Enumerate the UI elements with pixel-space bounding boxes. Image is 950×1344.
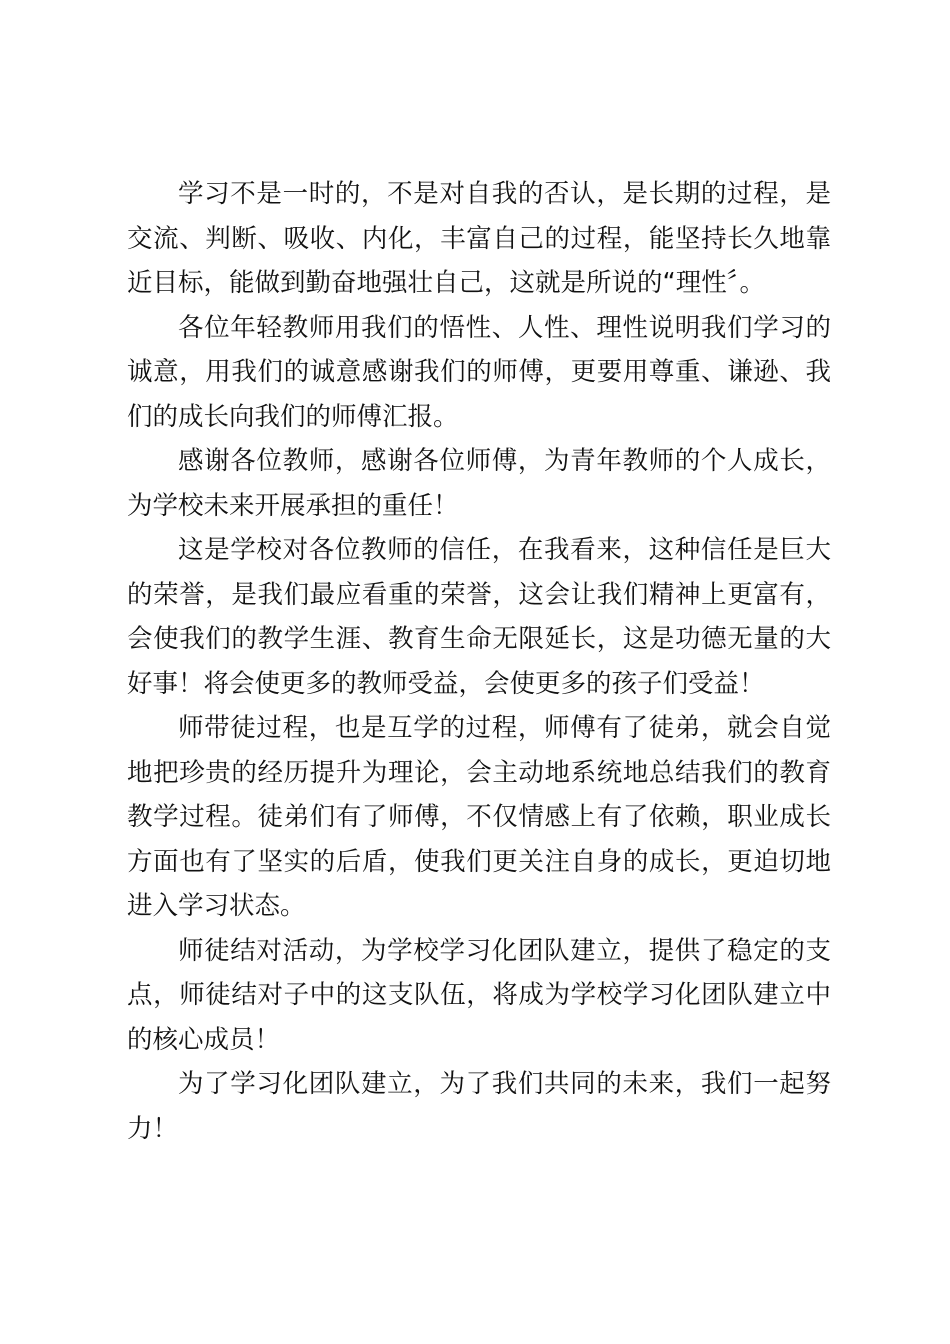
- paragraph-2: 各位年轻教师用我们的悟性、人性、理性说明我们学习的诚意，用我们的诚意感谢我们的师傅，更要用尊重、谦逊、我们的成长向我们的师傅汇报。: [127, 312, 831, 432]
- paragraph-3: 感谢各位教师，感谢各位师傅，为青年教师的个人成长，为学校未来开展承担的重任！: [127, 446, 831, 521]
- paragraph-6: 师徒结对活动，为学校学习化团队建立，提供了稳定的支点，师徒结对子中的这支队伍，将成为学校学习化团队建立中的核心成员！: [127, 935, 831, 1055]
- paragraph-5: 师带徒过程，也是互学的过程，师傅有了徒弟，就会自觉地把珍贵的经历提升为理论，会主动地系统地总结我们的教育教学过程。徒弟们有了师傅，不仅情感上有了依赖，职业成长方面也有了坚实的后盾，使我们更关注自身的成长，更迫切地进入学习状态。: [127, 713, 831, 921]
- paragraph-7: 为了学习化团队建立，为了我们共同的未来，我们一起努力！: [127, 1069, 831, 1144]
- paragraph-1: 学习不是一时的，不是对自我的否认，是长期的过程，是交流、判断、吸收、内化，丰富自己的过程，能坚持长久地靠近目标，能做到勤奋地强壮自己，这就是所说的“理性〞。: [127, 179, 831, 298]
- paragraph-4: 这是学校对各位教师的信任，在我看来，这种信任是巨大的荣誉，是我们最应看重的荣誉，这会让我们精神上更富有，会使我们的教学生涯、教育生命无限延长，这是功德无量的大好事！将会使更多的教师受益，会使更多的孩子们受益！: [127, 535, 831, 699]
- document-body: [127, 172, 831, 1151]
